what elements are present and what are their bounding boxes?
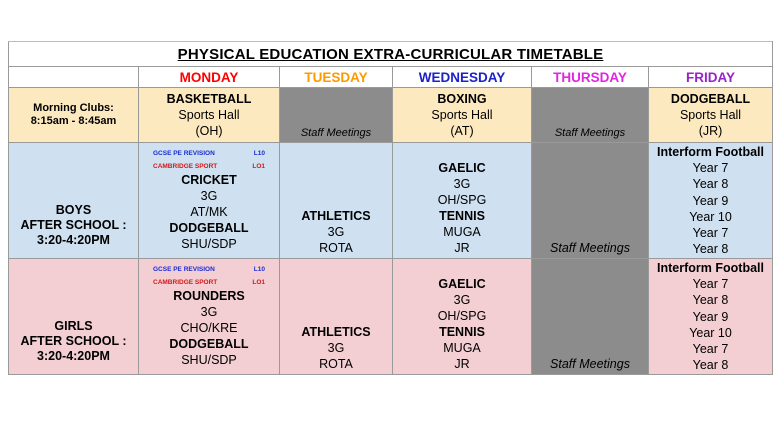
year-item: Year 7 xyxy=(692,277,729,291)
girls-friday-cell: Interform Football Year 7 Year 8 Year 9 Year 10 Year 7 Year 8 xyxy=(649,259,773,375)
year-item: Year 10 xyxy=(689,209,732,224)
day-header-monday: MONDAY xyxy=(139,67,280,88)
staff-meetings-note: Staff Meetings xyxy=(550,241,630,255)
year-item: Year 7 xyxy=(692,161,729,175)
year-item: Year 7 xyxy=(692,226,729,241)
year-item: Year 8 xyxy=(692,177,729,192)
boys-monday-cell: GCSE PE REVISION L10 CAMBRIDGE SPORT LO1 CRICKET 3G AT/MK DODGEBALL SHU/SDP xyxy=(139,143,280,259)
boys-tuesday-cell: ATHLETICS 3G ROTA xyxy=(280,143,393,259)
girls-wednesday-cell: GAELIC 3G OH/SPG TENNIS MUGA JR xyxy=(393,259,532,375)
year-item: Year 8 xyxy=(692,358,729,373)
corner-cell xyxy=(9,67,139,88)
timetable-table xyxy=(8,41,773,375)
morning-tuesday-cell xyxy=(280,88,393,143)
year-item: Year 7 xyxy=(692,342,729,357)
timetable-title: PHYSICAL EDUCATION EXTRA-CURRICULAR TIMETABLE xyxy=(9,42,773,67)
staff-meetings-note: Staff Meetings xyxy=(554,127,626,139)
girls-row-label: GIRLS AFTER SCHOOL : 3:20-4:20PM xyxy=(9,259,139,375)
morning-wednesday-cell: BOXING Sports Hall (AT) xyxy=(393,88,532,143)
year-item: Year 8 xyxy=(692,242,729,257)
year-item: Year 9 xyxy=(692,309,729,324)
day-header-row xyxy=(9,67,773,88)
girls-tuesday-cell: ATHLETICS 3G ROTA xyxy=(280,259,393,375)
timetable-document xyxy=(8,41,772,375)
boys-row-label: BOYS AFTER SCHOOL : 3:20-4:20PM xyxy=(9,143,139,259)
girls-monday-cell: GCSE PE REVISION L10 CAMBRIDGE SPORT LO1 ROUNDERS 3G CHO/KRE DODGEBALL SHU/SDP xyxy=(139,259,280,375)
boys-thursday-cell xyxy=(532,143,649,259)
day-header-thursday: THURSDAY xyxy=(532,67,649,88)
morning-clubs-row xyxy=(9,88,773,143)
boys-friday-cell: Interform Football Year 7 Year 8 Year 9 Year 10 Year 7 Year 8 xyxy=(649,143,773,259)
boys-wednesday-cell: GAELIC 3G OH/SPG TENNIS MUGA JR xyxy=(393,143,532,259)
year-item: Year 9 xyxy=(692,193,729,208)
year-item: Year 10 xyxy=(689,325,732,340)
girls-thursday-cell xyxy=(532,259,649,375)
morning-row-label: Morning Clubs: 8:15am - 8:45am xyxy=(9,88,139,143)
day-header-friday: FRIDAY xyxy=(649,67,773,88)
morning-monday-cell: BASKETBALL Sports Hall (OH) xyxy=(139,88,280,143)
boys-after-school-row xyxy=(9,143,773,259)
day-header-wednesday: WEDNESDAY xyxy=(393,67,532,88)
staff-meetings-note: Staff Meetings xyxy=(550,357,630,371)
day-header-tuesday: TUESDAY xyxy=(280,67,393,88)
staff-meetings-note: Staff Meetings xyxy=(300,127,372,139)
morning-thursday-cell xyxy=(532,88,649,143)
girls-after-school-row xyxy=(9,259,773,375)
morning-friday-cell: DODGEBALL Sports Hall (JR) xyxy=(649,88,773,143)
year-item: Year 8 xyxy=(692,293,729,308)
